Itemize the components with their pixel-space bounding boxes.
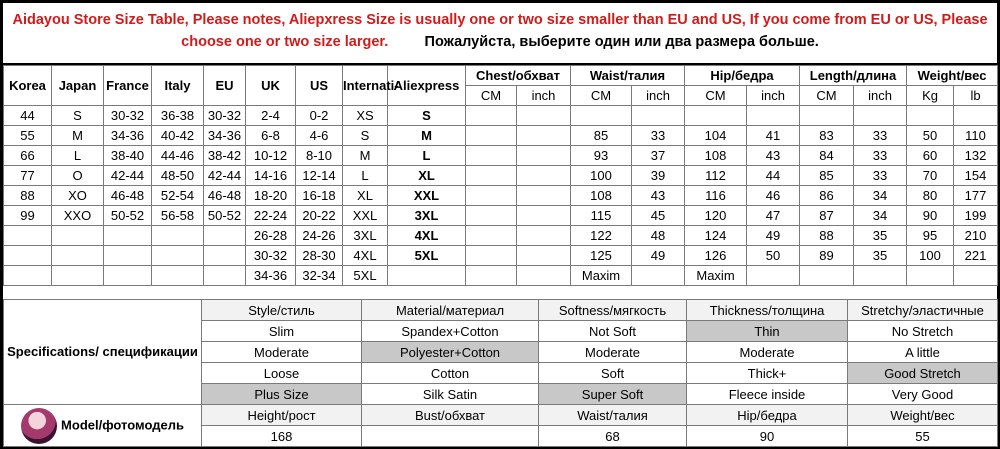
table-cell: 154 xyxy=(954,166,998,186)
table-cell xyxy=(954,106,998,126)
table-cell: 90 xyxy=(907,206,954,226)
table-cell: 100 xyxy=(571,166,632,186)
model-value: 55 xyxy=(848,426,998,447)
table-cell xyxy=(747,106,800,126)
table-cell: L xyxy=(343,166,388,186)
column-header: US xyxy=(296,66,343,106)
table-cell: 48-50 xyxy=(152,166,204,186)
unit-header: CM xyxy=(571,86,632,106)
table-cell xyxy=(800,106,854,126)
table-cell: 116 xyxy=(685,186,747,206)
model-value: 68 xyxy=(539,426,687,447)
table-cell: 32-34 xyxy=(296,266,343,286)
table-cell xyxy=(204,246,246,266)
table-row xyxy=(4,246,998,266)
table-cell: 34 xyxy=(854,186,907,206)
aliexpress-size-cell: XL xyxy=(388,166,466,186)
table-cell: 2-4 xyxy=(246,106,296,126)
table-cell: Maxim xyxy=(685,266,747,286)
table-cell xyxy=(517,246,571,266)
column-header: Aliexpress xyxy=(388,66,466,106)
table-cell: 44 xyxy=(747,166,800,186)
table-cell: 85 xyxy=(800,166,854,186)
model-value xyxy=(362,426,539,447)
unit-header: inch xyxy=(632,86,685,106)
table-cell: 132 xyxy=(954,146,998,166)
column-header: Hip/бедра xyxy=(685,66,800,86)
table-row xyxy=(4,186,998,206)
table-cell: 34 xyxy=(854,206,907,226)
model-value: 90 xyxy=(687,426,848,447)
aliexpress-size-cell: 5XL xyxy=(388,246,466,266)
table-cell xyxy=(4,246,52,266)
table-cell xyxy=(517,266,571,286)
table-cell xyxy=(466,266,517,286)
column-header: Waist/талия xyxy=(571,66,685,86)
table-cell xyxy=(571,106,632,126)
table-cell: 120 xyxy=(685,206,747,226)
table-cell xyxy=(800,266,854,286)
table-cell xyxy=(204,226,246,246)
table-cell: 34-36 xyxy=(104,126,152,146)
table-cell: L xyxy=(52,146,104,166)
table-cell: 77 xyxy=(4,166,52,186)
table-cell: 5XL xyxy=(343,266,388,286)
table-cell: 34-36 xyxy=(246,266,296,286)
column-header: Japan xyxy=(52,66,104,106)
unit-header: lb xyxy=(954,86,998,106)
table-cell: 122 xyxy=(571,226,632,246)
aliexpress-size-cell: 3XL xyxy=(388,206,466,226)
table-cell: 26-28 xyxy=(246,226,296,246)
table-cell xyxy=(632,106,685,126)
model-header: Hip/бедра xyxy=(687,405,848,426)
table-cell: 115 xyxy=(571,206,632,226)
model-label-text: Model/фотомодель xyxy=(61,416,184,432)
table-cell xyxy=(517,146,571,166)
notice-line-1: Aidayou Store Size Table, Please notes, Aliepxress Size is usually one or two size smaller than EU and US, If you come from EU or US, Please xyxy=(12,12,988,28)
notice-line-2: choose one or two size larger. xyxy=(181,34,389,50)
table-cell: 49 xyxy=(632,246,685,266)
table-cell: 20-22 xyxy=(296,206,343,226)
table-cell: S xyxy=(52,106,104,126)
size-table xyxy=(3,65,998,286)
table-cell: 50-52 xyxy=(204,206,246,226)
table-cell: 40-42 xyxy=(152,126,204,146)
table-cell: 8-10 xyxy=(296,146,343,166)
table-cell: 34-36 xyxy=(204,126,246,146)
table-cell: 110 xyxy=(954,126,998,146)
table-cell: 87 xyxy=(800,206,854,226)
model-header: Height/рост xyxy=(202,405,362,426)
table-cell: 93 xyxy=(571,146,632,166)
spec-option: Slim xyxy=(202,321,362,342)
model-header: Waist/талия xyxy=(539,405,687,426)
spec-header: Style/стиль xyxy=(202,300,362,321)
table-cell: 0-2 xyxy=(296,106,343,126)
table-cell: 47 xyxy=(747,206,800,226)
table-cell xyxy=(517,186,571,206)
column-header: France xyxy=(104,66,152,106)
table-cell: 85 xyxy=(571,126,632,146)
table-cell xyxy=(152,246,204,266)
table-row xyxy=(4,106,998,126)
spec-option: Moderate xyxy=(539,342,687,363)
table-cell: 36-38 xyxy=(152,106,204,126)
notice-russian: Пожалуйста, выберите один или два размера больше. xyxy=(424,34,819,50)
table-cell: 43 xyxy=(747,146,800,166)
table-cell xyxy=(204,266,246,286)
model-header: Bust/обхват xyxy=(362,405,539,426)
unit-header: CM xyxy=(466,86,517,106)
table-cell xyxy=(52,266,104,286)
table-cell: Maxim xyxy=(571,266,632,286)
table-cell xyxy=(517,126,571,146)
table-cell xyxy=(466,186,517,206)
table-row xyxy=(4,126,998,146)
spec-header-row xyxy=(4,300,998,321)
table-cell: 38-42 xyxy=(204,146,246,166)
model-value: 168 xyxy=(202,426,362,447)
table-cell: 39 xyxy=(632,166,685,186)
table-cell xyxy=(907,266,954,286)
table-cell: 33 xyxy=(854,126,907,146)
table-cell: M xyxy=(52,126,104,146)
table-cell xyxy=(152,266,204,286)
table-cell xyxy=(104,246,152,266)
table-cell: 50 xyxy=(747,246,800,266)
spec-option: Moderate xyxy=(202,342,362,363)
table-cell: 56-58 xyxy=(152,206,204,226)
unit-header: inch xyxy=(747,86,800,106)
table-row xyxy=(4,166,998,186)
spec-header: Stretchy/эластичные xyxy=(848,300,998,321)
specifications-label: Specifications/ спецификации xyxy=(4,300,202,405)
table-cell: 177 xyxy=(954,186,998,206)
table-cell: 33 xyxy=(854,166,907,186)
table-row xyxy=(4,146,998,166)
table-cell xyxy=(466,146,517,166)
table-cell: 99 xyxy=(4,206,52,226)
table-cell xyxy=(747,266,800,286)
table-cell: 221 xyxy=(954,246,998,266)
model-header: Weight/вес xyxy=(848,405,998,426)
table-cell: 33 xyxy=(854,146,907,166)
table-cell: 37 xyxy=(632,146,685,166)
unit-header: CM xyxy=(800,86,854,106)
store-notice xyxy=(3,3,997,65)
table-cell: 100 xyxy=(907,246,954,266)
table-cell: 38-40 xyxy=(104,146,152,166)
table-cell: XXO xyxy=(52,206,104,226)
spec-header: Thickness/толщина xyxy=(687,300,848,321)
table-cell: 30-32 xyxy=(104,106,152,126)
table-cell: 18-20 xyxy=(246,186,296,206)
table-cell: 22-24 xyxy=(246,206,296,226)
column-header: Weight/вес xyxy=(907,66,998,86)
spec-header: Softness/мягкость xyxy=(539,300,687,321)
table-cell: 210 xyxy=(954,226,998,246)
table-cell: 44-46 xyxy=(152,146,204,166)
table-cell: 3XL xyxy=(343,226,388,246)
table-cell xyxy=(466,126,517,146)
table-cell xyxy=(854,266,907,286)
table-cell xyxy=(466,106,517,126)
table-cell: 24-26 xyxy=(296,226,343,246)
table-cell: 46-48 xyxy=(104,186,152,206)
spec-option: Silk Satin xyxy=(362,384,539,405)
table-cell: 43 xyxy=(632,186,685,206)
table-cell: 86 xyxy=(800,186,854,206)
table-cell: 80 xyxy=(907,186,954,206)
aliexpress-size-cell: L xyxy=(388,146,466,166)
table-cell: 83 xyxy=(800,126,854,146)
table-cell: 199 xyxy=(954,206,998,226)
table-cell: 44 xyxy=(4,106,52,126)
spec-option: Thin xyxy=(687,321,848,342)
table-cell: 48 xyxy=(632,226,685,246)
table-cell: 50-52 xyxy=(104,206,152,226)
table-cell xyxy=(517,206,571,226)
size-header-row xyxy=(4,66,998,86)
table-cell: 108 xyxy=(571,186,632,206)
table-cell: 125 xyxy=(571,246,632,266)
column-header: EU xyxy=(204,66,246,106)
spec-option: Loose xyxy=(202,363,362,384)
table-cell: 12-14 xyxy=(296,166,343,186)
table-cell: 49 xyxy=(747,226,800,246)
table-cell: 124 xyxy=(685,226,747,246)
table-cell: 30-32 xyxy=(204,106,246,126)
unit-header: Kg xyxy=(907,86,954,106)
table-cell: 10-12 xyxy=(246,146,296,166)
table-cell: 45 xyxy=(632,206,685,226)
table-cell: 6-8 xyxy=(246,126,296,146)
table-cell: 89 xyxy=(800,246,854,266)
spec-option: Spandex+Cotton xyxy=(362,321,539,342)
table-cell xyxy=(466,166,517,186)
table-row xyxy=(4,266,998,286)
table-cell: 50 xyxy=(907,126,954,146)
table-cell: 108 xyxy=(685,146,747,166)
table-cell: S xyxy=(343,126,388,146)
table-cell: XS xyxy=(343,106,388,126)
table-cell: 14-16 xyxy=(246,166,296,186)
column-header: Korea xyxy=(4,66,52,106)
specifications-table xyxy=(3,299,998,447)
table-cell xyxy=(4,226,52,246)
spec-option: Fleece inside xyxy=(687,384,848,405)
table-cell xyxy=(632,266,685,286)
spec-header: Material/материал xyxy=(362,300,539,321)
table-cell xyxy=(466,226,517,246)
table-cell xyxy=(104,226,152,246)
table-cell xyxy=(466,246,517,266)
table-cell: 30-32 xyxy=(246,246,296,266)
unit-header: inch xyxy=(854,86,907,106)
table-cell xyxy=(104,266,152,286)
table-cell: 16-18 xyxy=(296,186,343,206)
table-cell: 88 xyxy=(800,226,854,246)
column-header: Internati- xyxy=(343,66,388,106)
table-cell: XL xyxy=(343,186,388,206)
spec-option: Not Soft xyxy=(539,321,687,342)
column-header: Italy xyxy=(152,66,204,106)
spec-option: Good Stretch xyxy=(848,363,998,384)
aliexpress-size-cell: 4XL xyxy=(388,226,466,246)
unit-header: inch xyxy=(517,86,571,106)
table-cell: 95 xyxy=(907,226,954,246)
table-cell xyxy=(854,106,907,126)
spec-option: Soft xyxy=(539,363,687,384)
table-cell: 33 xyxy=(632,126,685,146)
aliexpress-size-cell: M xyxy=(388,126,466,146)
table-cell xyxy=(954,266,998,286)
table-cell: 46 xyxy=(747,186,800,206)
spec-option: Moderate xyxy=(687,342,848,363)
table-cell xyxy=(517,226,571,246)
table-cell xyxy=(685,106,747,126)
table-cell: 126 xyxy=(685,246,747,266)
table-cell: 41 xyxy=(747,126,800,146)
spec-option: A little xyxy=(848,342,998,363)
table-cell: XXL xyxy=(343,206,388,226)
table-cell: XO xyxy=(52,186,104,206)
table-cell: 60 xyxy=(907,146,954,166)
spec-option: Very Good xyxy=(848,384,998,405)
table-cell: M xyxy=(343,146,388,166)
table-cell: 55 xyxy=(4,126,52,146)
table-cell: O xyxy=(52,166,104,186)
aliexpress-size-cell xyxy=(388,266,466,286)
table-cell: 88 xyxy=(4,186,52,206)
spec-option: Super Soft xyxy=(539,384,687,405)
table-cell: 84 xyxy=(800,146,854,166)
table-cell: 35 xyxy=(854,246,907,266)
table-cell: 42-44 xyxy=(104,166,152,186)
table-cell: 28-30 xyxy=(296,246,343,266)
table-cell xyxy=(52,246,104,266)
table-cell: 46-48 xyxy=(204,186,246,206)
table-cell: 112 xyxy=(685,166,747,186)
table-cell: 70 xyxy=(907,166,954,186)
table-cell: 35 xyxy=(854,226,907,246)
spec-option: Polyester+Cotton xyxy=(362,342,539,363)
table-row xyxy=(4,226,998,246)
table-cell: 66 xyxy=(4,146,52,166)
model-header-row xyxy=(4,405,998,426)
column-header: UK xyxy=(246,66,296,106)
aliexpress-size-cell: XXL xyxy=(388,186,466,206)
unit-header: CM xyxy=(685,86,747,106)
column-header: Chest/обхват xyxy=(466,66,571,86)
table-cell xyxy=(152,226,204,246)
table-cell xyxy=(907,106,954,126)
model-label xyxy=(4,405,202,447)
spec-option: Cotton xyxy=(362,363,539,384)
table-cell: 52-54 xyxy=(152,186,204,206)
spec-option: No Stretch xyxy=(848,321,998,342)
table-cell xyxy=(52,226,104,246)
table-cell: 104 xyxy=(685,126,747,146)
table-cell xyxy=(517,166,571,186)
aliexpress-size-cell: S xyxy=(388,106,466,126)
spec-option: Thick+ xyxy=(687,363,848,384)
table-cell: 4XL xyxy=(343,246,388,266)
table-cell xyxy=(517,106,571,126)
spec-option: Plus Size xyxy=(202,384,362,405)
column-header: Length/длина xyxy=(800,66,907,86)
table-cell xyxy=(4,266,52,286)
avatar xyxy=(21,408,57,444)
table-cell: 4-6 xyxy=(296,126,343,146)
table-cell xyxy=(466,206,517,226)
table-cell: 42-44 xyxy=(204,166,246,186)
table-row xyxy=(4,206,998,226)
